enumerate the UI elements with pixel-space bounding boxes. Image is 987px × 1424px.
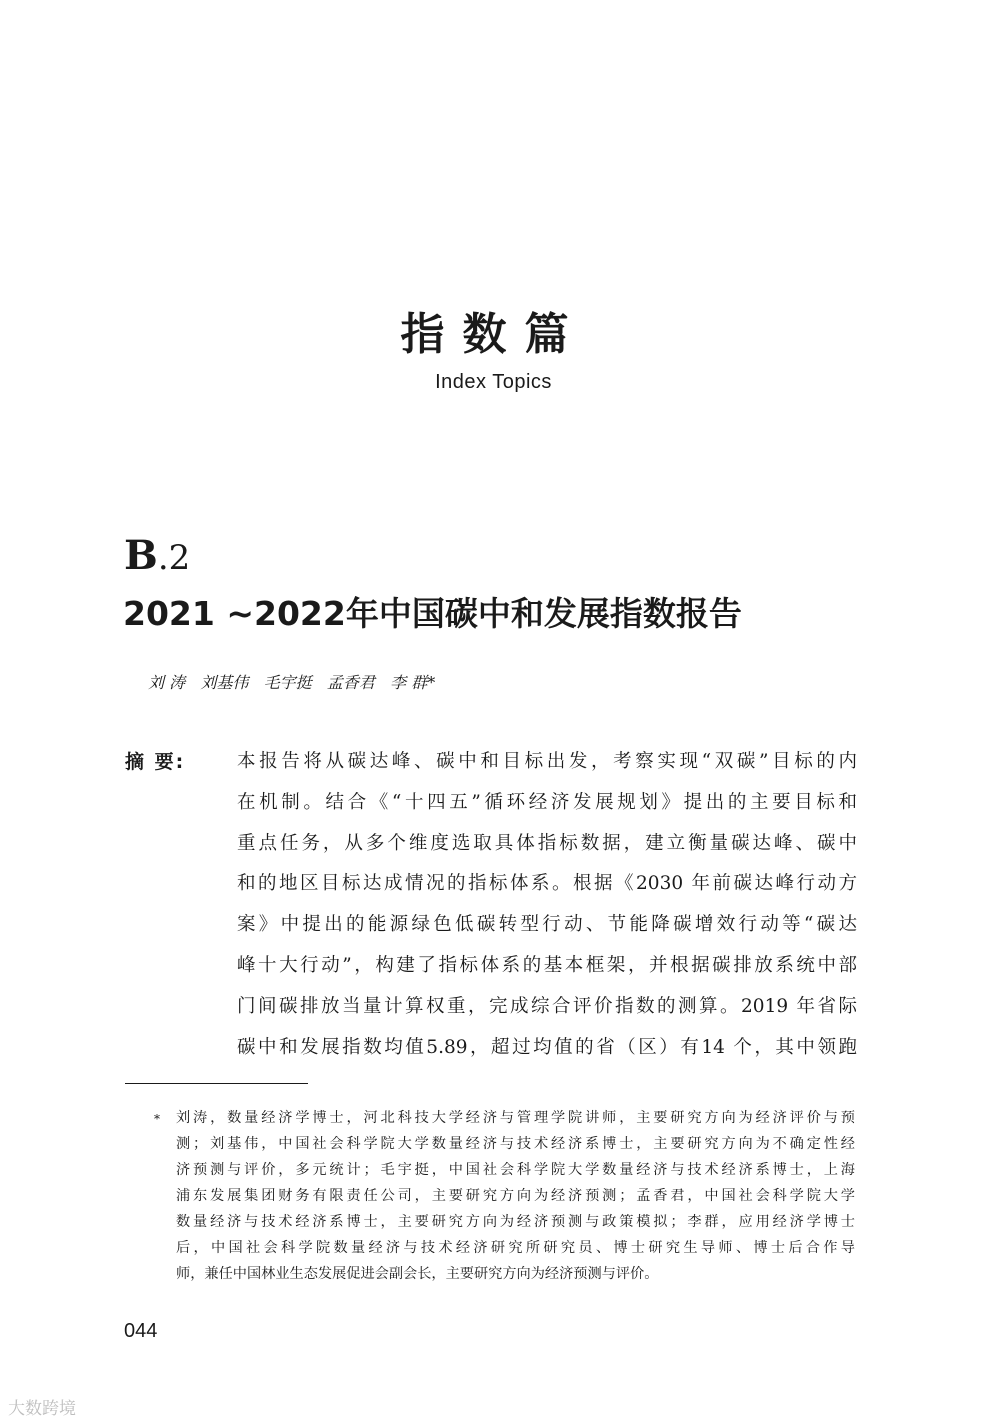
watermark: 大数跨境 (8, 1399, 76, 1419)
footnote-mark: * (154, 1112, 160, 1126)
abstract-line: 碳中和发展指数均值5.89，超过均值的省（区）有14 个，其中领跑 (237, 1036, 857, 1058)
footnote-line: 浦东发展集团财务有限责任公司，主要研究方向为经济预测；孟香君，中国社会科学院大学 (176, 1188, 855, 1204)
abstract-line: 重点任务，从多个维度选取具体指标数据，建立衡量碳达峰、碳中 (237, 832, 857, 854)
abstract-line: 峰十大行动”，构建了指标体系的基本框架，并根据碳排放系统中部 (237, 954, 857, 976)
footnote (176, 1105, 855, 1287)
page-number: 044 (124, 1320, 158, 1342)
footnote-line: 测；刘基伟，中国社会科学院大学数量经济与技术经济系博士，主要研究方向为不确定性经 (176, 1136, 855, 1152)
footnote-line: 刘涛，数量经济学博士，河北科技大学经济与管理学院讲师，主要研究方向为经济评价与预 (176, 1110, 855, 1126)
abstract-body (237, 742, 857, 1068)
footnote-line: 后，中国社会科学院数量经济与技术经济研究所研究员、博士研究生导师、博士后合作导 (176, 1240, 855, 1256)
abstract-line: 在机制。结合《“十四五”循环经济发展规划》提出的主要目标和 (237, 791, 857, 813)
report-title: 2021 ~2022年中国碳中和发展指数报告 (123, 594, 742, 633)
footnote-line: 济预测与评价，多元统计；毛宇挺，中国社会科学院大学数量经济与技术经济系博士，上海 (176, 1162, 855, 1178)
abstract-line: 案》中提出的能源绿色低碳转型行动、节能降碳增效行动等“碳达 (237, 914, 857, 936)
footnote-divider (125, 1083, 308, 1084)
part-title: 指数篇 (400, 309, 587, 360)
part-subtitle: Index Topics (435, 371, 552, 393)
chapter-code-number: .2 (157, 538, 191, 578)
chapter-code-letter: B (124, 532, 158, 579)
footnote-line: 师，兼任中国林业生态发展促进会副会长，主要研究方向为经济预测与评价。 (176, 1266, 659, 1282)
footnote-line: 数量经济与技术经济系博士，主要研究方向为经济预测与政策模拟；李群，应用经济学博士 (176, 1214, 855, 1230)
abstract-line: 和的地区目标达成情况的指标体系。根据《2030 年前碳达峰行动方 (237, 873, 857, 895)
abstract-line: 本报告将从碳达峰、碳中和目标出发，考察实现“双碳”目标的内 (237, 751, 857, 772)
abstract-label: 摘 要: (125, 751, 186, 773)
abstract-line: 门间碳排放当量计算权重，完成综合评价指数的测算。2019 年省际 (237, 995, 857, 1017)
chapter-code (124, 532, 190, 579)
author-list: 刘 涛 刘基伟 毛宇挺 孟香君 李 群* (148, 673, 436, 692)
